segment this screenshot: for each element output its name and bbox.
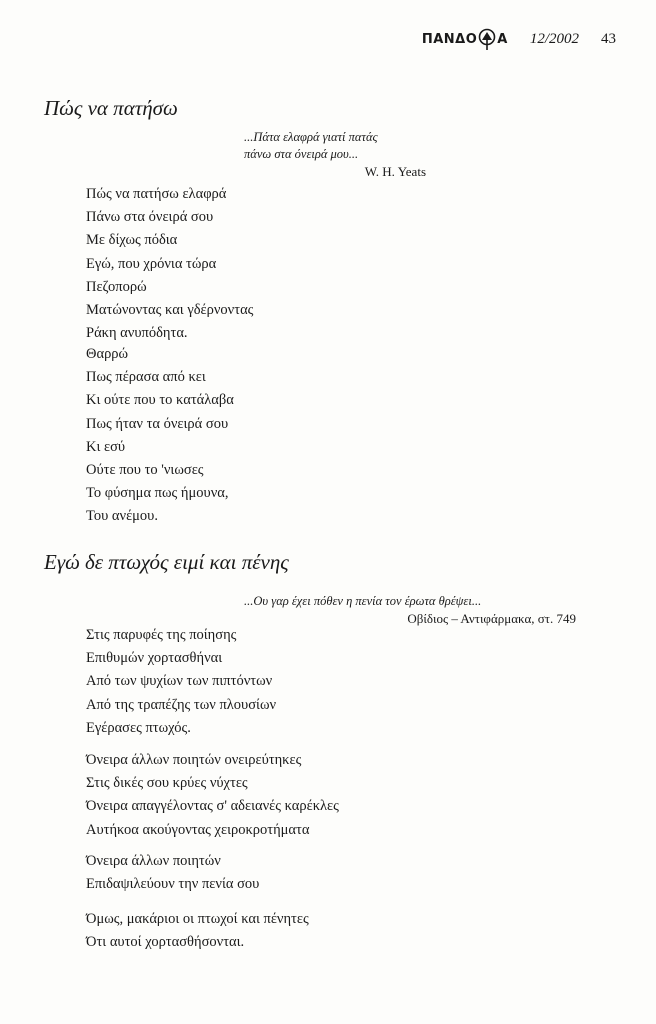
verse-line: Από της τραπέζης των πλουσίων — [86, 696, 277, 713]
verse-line: Αυτήκοα ακούγοντας χειροκροτήματα — [86, 821, 310, 838]
poem-title: Πώς να πατήσω — [44, 96, 178, 120]
verse-line: Πως ήταν τα όνειρά σου — [86, 415, 229, 432]
verse-line: Εγώ, που χρόνια τώρα — [86, 255, 217, 272]
verse-line: Πως πέρασα από κει — [86, 369, 206, 386]
verse-line: Με δίχως πόδια — [86, 232, 178, 249]
verse-line: Ράκη ανυπόδητα. — [86, 325, 188, 342]
epigraph-line: ...Πάτα ελαφρά γιατί πατάς — [244, 130, 378, 144]
stanza — [86, 624, 276, 740]
epigraph-line: πάνω στα όνειρά μου... — [244, 147, 359, 161]
magazine-logo — [422, 28, 508, 50]
verse-line: Ότι αυτοί χορτασθήσονται. — [86, 934, 245, 951]
epigraph-line: ...Ου γαρ έχει πόθεν η πενία τον έρωτα θρέψει... — [244, 594, 482, 608]
verse-line: Θαρρώ — [86, 346, 129, 362]
verse-line: Πώς να πατήσω ελαφρά — [86, 186, 227, 202]
verse-line: Κι ούτε που το κατάλαβα — [86, 392, 234, 409]
page-header — [422, 28, 616, 50]
epigraph-author: W. H. Yeats — [364, 164, 426, 179]
verse-line: Πάνω στα όνειρά σου — [86, 209, 214, 226]
verse-line: Κι εσύ — [86, 438, 126, 455]
verse-line: Επιθυμών χορτασθήναι — [86, 650, 223, 667]
stanza — [86, 850, 259, 896]
epigraph — [244, 129, 426, 180]
verse-line: Όνειρα άλλων ποιητών — [86, 853, 221, 869]
epigraph — [244, 593, 576, 627]
verse-line: Πεζοπορώ — [86, 278, 147, 295]
pandora-box-icon — [478, 28, 496, 50]
verse-line: Όμως, μακάριοι οι πτωχοί και πένητες — [86, 911, 309, 927]
stanza — [86, 343, 234, 529]
verse-line: Στις δικές σου κρύες νύχτες — [86, 775, 248, 792]
stanza — [86, 183, 253, 345]
verse-line: Από των ψυχίων των πιπτόντων — [86, 673, 273, 690]
verse-line: Του ανέμου. — [86, 508, 158, 525]
verse-line: Το φύσημα πως ήμουνα, — [86, 485, 229, 502]
issue-date: 12/2002 — [529, 30, 579, 47]
stanza — [86, 908, 309, 954]
verse-line: Όνειρα άλλων ποιητών ονειρεύτηκες — [86, 752, 302, 768]
verse-line: Στις παρυφές της ποίησης — [86, 627, 237, 643]
verse-line: Ούτε που το 'νιωσες — [86, 462, 204, 479]
epigraph-author: Οβίδιος – Αντιφάρμακα, στ. 749 — [407, 611, 576, 626]
verse-line: Επιδαψιλεύουν την πενία σου — [86, 876, 260, 893]
stanza — [86, 749, 339, 842]
logo-text-right: Α — [497, 31, 508, 47]
poem-title: Εγώ δε πτωχός ειμί και πένης — [44, 550, 289, 574]
page-number: 43 — [601, 30, 616, 47]
verse-line: Ματώνοντας και γδέρνοντας — [86, 302, 254, 319]
verse-line: Εγέρασες πτωχός. — [86, 719, 191, 736]
verse-line: Όνειρα απαγγέλοντας σ' αδειανές καρέκλες — [86, 798, 339, 815]
logo-text-left: ΠΑΝΔΟ — [421, 31, 478, 47]
